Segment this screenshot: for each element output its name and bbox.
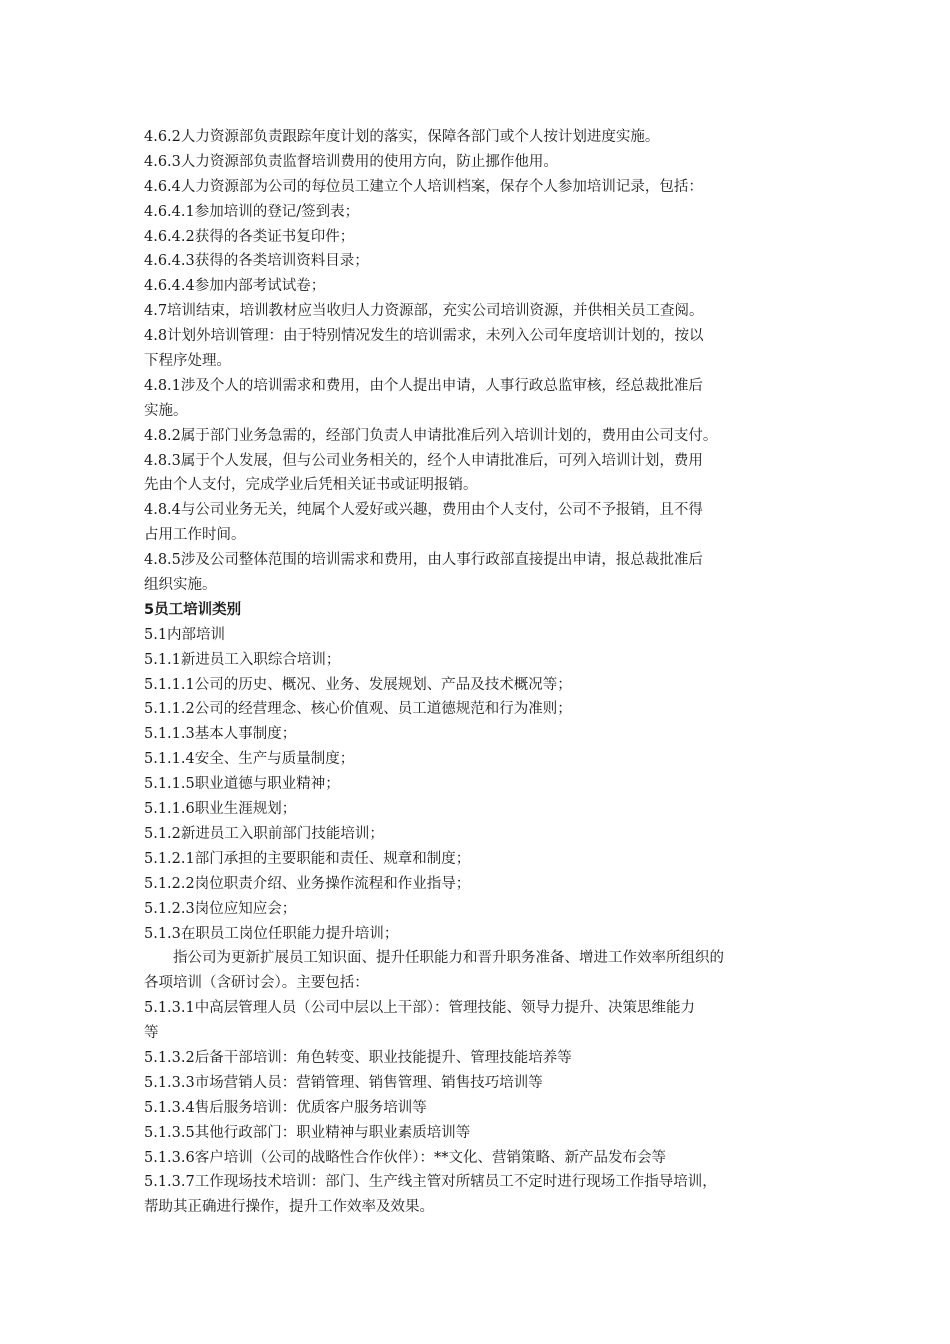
text-line: 5.1.2.3岗位应知应会； (144, 900, 297, 917)
text-line: 5.1.3.4售后服务培训：优质客户服务培训等 (144, 1099, 427, 1116)
text-line: 5.1.3.6客户培训（公司的战略性合作伙伴）：**文化、营销策略、新产品发布会等 (144, 1149, 666, 1166)
text-line: 5.1.1.3基本人事制度； (144, 726, 297, 743)
text-line: 5.1.2新进员工入职前部门技能培训； (144, 825, 384, 842)
text-line: 4.8.4与公司业务无关，纯属个人爱好或兴趣，费用由个人支付，公司不予报销，且不得 (144, 502, 703, 519)
text-line: 各项培训（含研讨会）。主要包括： (144, 975, 369, 992)
text-line: 5.1内部培训 (144, 626, 226, 643)
text-line: 4.6.2人力资源部负责跟踪年度计划的落实，保障各部门或个人按计划进度实施。 (144, 129, 660, 145)
text-line: 4.8.3属于个人发展，但与公司业务相关的，经个人申请批准后，可列入培训计划，费用 (144, 452, 703, 469)
text-line: 5.1.2.2岗位职责介绍、业务操作流程和作业指导； (144, 875, 471, 892)
text-line: 4.6.4.4参加内部考试试卷； (144, 278, 326, 295)
text-line: 4.6.3人力资源部负责监督培训费用的使用方向，防止挪作他用。 (144, 153, 558, 170)
document-body (144, 125, 808, 1220)
section-heading: 5员工培训类别 (144, 601, 242, 618)
text-line: 5.1.1.5职业道德与职业精神； (144, 776, 340, 793)
text-line: 5.1.3在职员工岗位任职能力提升培训； (144, 925, 399, 942)
text-line: 等 (144, 1025, 159, 1042)
text-line: 帮助其正确进行操作，提升工作效率及效果。 (144, 1199, 434, 1216)
text-line: 组织实施。 (144, 577, 217, 594)
text-line: 4.6.4.2获得的各类证书复印件； (144, 228, 355, 245)
text-line: 4.6.4人力资源部为公司的每位员工建立个人培训档案，保存个人参加培训记录，包括： (144, 178, 703, 195)
text-line: 5.1.1.4安全、生产与质量制度； (144, 751, 355, 768)
text-line: 4.8.2属于部门业务急需的，经部门负责人申请批准后列入培训计划的，费用由公司支付。 (144, 427, 718, 444)
text-line: 5.1.1.2公司的经营理念、核心价值观、员工道德规范和行为准则； (144, 701, 572, 718)
text-line: 4.6.4.1参加培训的登记/签到表； (144, 203, 360, 220)
text-line: 5.1.3.2后备干部培训：角色转变、职业技能提升、管理技能培养等 (144, 1049, 572, 1066)
text-line: 5.1.3.1中高层管理人员（公司中层以上干部）：管理技能、领导力提升、决策思维能力 (144, 1000, 695, 1017)
text-line: 先由个人支付，完成学业后凭相关证书或证明报销。 (144, 477, 478, 494)
text-line: 4.8.5涉及公司整体范围的培训需求和费用，由人事行政部直接提出申请，报总裁批准后 (144, 552, 703, 569)
text-line: 5.1.1新进员工入职综合培训； (144, 651, 341, 668)
text-line: 下程序处理。 (144, 353, 231, 370)
text-line: 实施。 (144, 402, 188, 419)
text-line: 4.8计划外培训管理：由于特别情况发生的培训需求，未列入公司年度培训计划的，按以 (144, 328, 704, 345)
text-line: 4.8.1涉及个人的培训需求和费用，由个人提出申请，人事行政总监审核，经总裁批准后 (144, 377, 703, 394)
text-line: 5.1.2.1部门承担的主要职能和责任、规章和制度； (144, 850, 471, 867)
text-line: 4.6.4.3获得的各类培训资料目录； (144, 253, 369, 270)
text-line: 5.1.3.3市场营销人员：营销管理、销售管理、销售技巧培训等 (144, 1074, 543, 1091)
text-line: 5.1.3.5其他行政部门：职业精神与职业素质培训等 (144, 1124, 471, 1141)
text-line: 5.1.3.7工作现场技术培训：部门、生产线主管对所辖员工不定时进行现场工作指导培训， (144, 1174, 717, 1191)
text-line: 5.1.1.1公司的历史、概况、业务、发展规划、产品及技术概况等； (144, 676, 572, 693)
text-line: 5.1.1.6职业生涯规划； (144, 801, 297, 818)
text-line: 指公司为更新扩展员工知识面、提升任职能力和晋升职务准备、增进工作效率所组织的 (173, 950, 724, 967)
text-line: 占用工作时间。 (144, 527, 246, 544)
text-line: 4.7培训结束，培训教材应当收归人力资源部，充实公司培训资源，并供相关员工查阅。 (144, 303, 704, 320)
